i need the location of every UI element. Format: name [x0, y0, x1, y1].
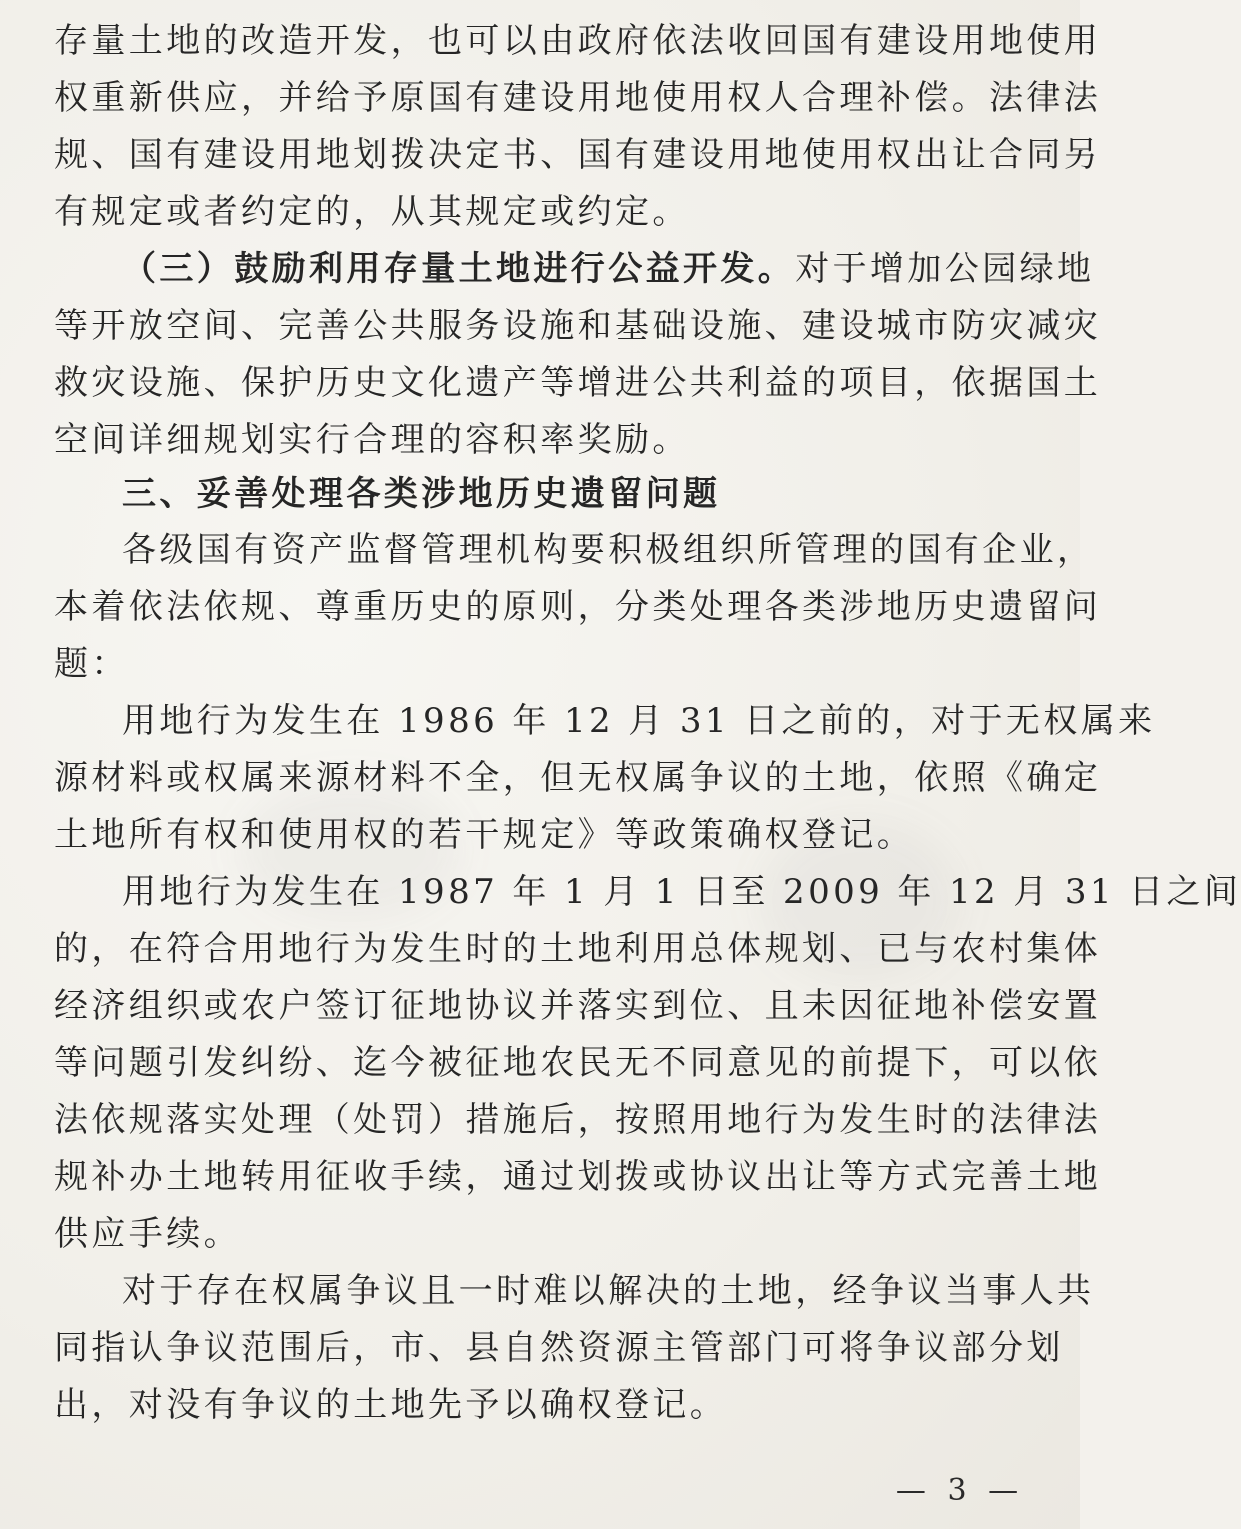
section-heading: 三、妥善处理各类涉地历史遗留问题 [122, 474, 721, 514]
page-number: — 3 — [895, 1473, 1025, 1508]
body-line: 本着依法依规、尊重历史的原则，分类处理各类涉地历史遗留问 [54, 587, 1102, 627]
body-line: 源材料或权属来源材料不全，但无权属争议的土地，依照《确定 [54, 758, 1102, 798]
body-line: 用地行为发生在 1987 年 1 月 1 日至 2009 年 12 月 31 日之间 [122, 872, 1241, 912]
body-line: 规、国有建设用地划拨决定书、国有建设用地使用权出让合同另 [54, 135, 1102, 175]
body-line: 经济组织或农户签订征地协议并落实到位、且未因征地补偿安置 [54, 986, 1102, 1026]
body-line: 规补办土地转用征收手续，通过划拨或协议出让等方式完善土地 [54, 1157, 1102, 1197]
body-text: 对于增加公园绿地 [795, 249, 1095, 289]
body-line: 土地所有权和使用权的若干规定》等政策确权登记。 [54, 815, 915, 855]
body-line: 各级国有资产监督管理机构要积极组织所管理的国有企业， [122, 530, 1095, 570]
subsection-line [122, 241, 1095, 298]
subsection-title: （三）鼓励利用存量土地进行公益开发。 [122, 249, 796, 289]
body-line: 空间详细规划实行合理的容积率奖励。 [54, 420, 690, 460]
body-line: 存量土地的改造开发，也可以由政府依法收回国有建设用地使用 [54, 21, 1102, 61]
body-line: 有规定或者约定的，从其规定或约定。 [54, 192, 690, 232]
body-line: 出，对没有争议的土地先予以确权登记。 [54, 1385, 728, 1425]
body-line: 等问题引发纠纷、迄今被征地农民无不同意见的前提下，可以依 [54, 1043, 1102, 1083]
body-line: 的，在符合用地行为发生时的土地利用总体规划、已与农村集体 [54, 929, 1102, 969]
body-line: 法依规落实处理（处罚）措施后，按照用地行为发生时的法律法 [54, 1100, 1102, 1140]
body-line: 权重新供应，并给予原国有建设用地使用权人合理补偿。法律法 [54, 78, 1102, 118]
body-line: 题： [54, 644, 129, 684]
body-line: 对于存在权属争议且一时难以解决的土地，经争议当事人共 [122, 1271, 1095, 1311]
body-line: 供应手续。 [54, 1214, 241, 1254]
body-line: 同指认争议范围后，市、县自然资源主管部门可将争议部分划 [54, 1328, 1064, 1368]
body-line: 救灾设施、保护历史文化遗产等增进公共利益的项目，依据国土 [54, 363, 1102, 403]
body-line: 用地行为发生在 1986 年 12 月 31 日之前的，对于无权属来 [122, 701, 1156, 741]
body-line: 等开放空间、完善公共服务设施和基础设施、建设城市防灾减灾 [54, 306, 1102, 346]
